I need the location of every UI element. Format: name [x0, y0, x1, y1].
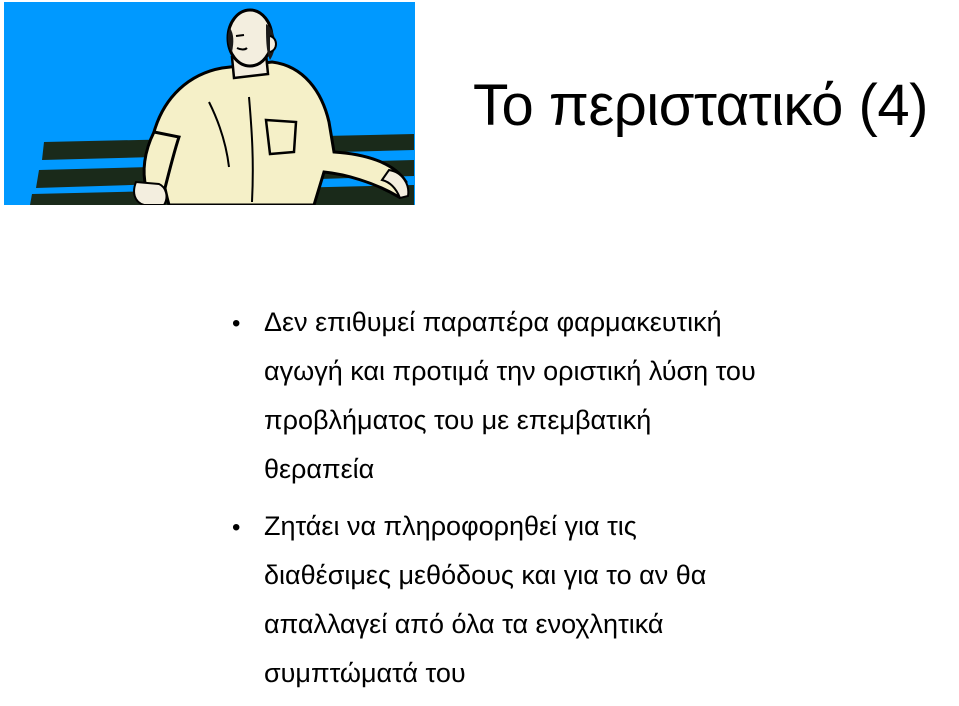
bullet-line: συμπτώματά του	[264, 658, 466, 688]
bullet-dot-icon: •	[232, 514, 241, 541]
man-on-bench-illustration	[4, 2, 415, 205]
bullet-line: θεραπεία	[264, 454, 375, 484]
bullet-line: αγωγή και προτιμά την οριστική λύση του	[264, 356, 756, 386]
bullet-line: απαλλαγεί από όλα τα ενοχλητικά	[264, 609, 664, 639]
bullet-dot-icon: •	[232, 310, 241, 337]
bullet-line: Δεν επιθυμεί παραπέρα φαρμακευτική	[264, 307, 722, 337]
bullet-item	[230, 502, 930, 698]
bullet-text	[264, 298, 930, 494]
bullet-text	[264, 502, 930, 698]
slide-title: Το περιστατικό (4)	[473, 73, 928, 138]
bullet-line: διαθέσιμες μεθόδους και για το αν θα	[264, 560, 707, 590]
bullet-item	[230, 298, 930, 494]
bullet-line: προβλήματος του με επεμβατική	[264, 405, 652, 435]
bullet-line: Ζητάει να πληροφορηθεί για τις	[264, 511, 637, 541]
bullet-list	[230, 298, 930, 706]
